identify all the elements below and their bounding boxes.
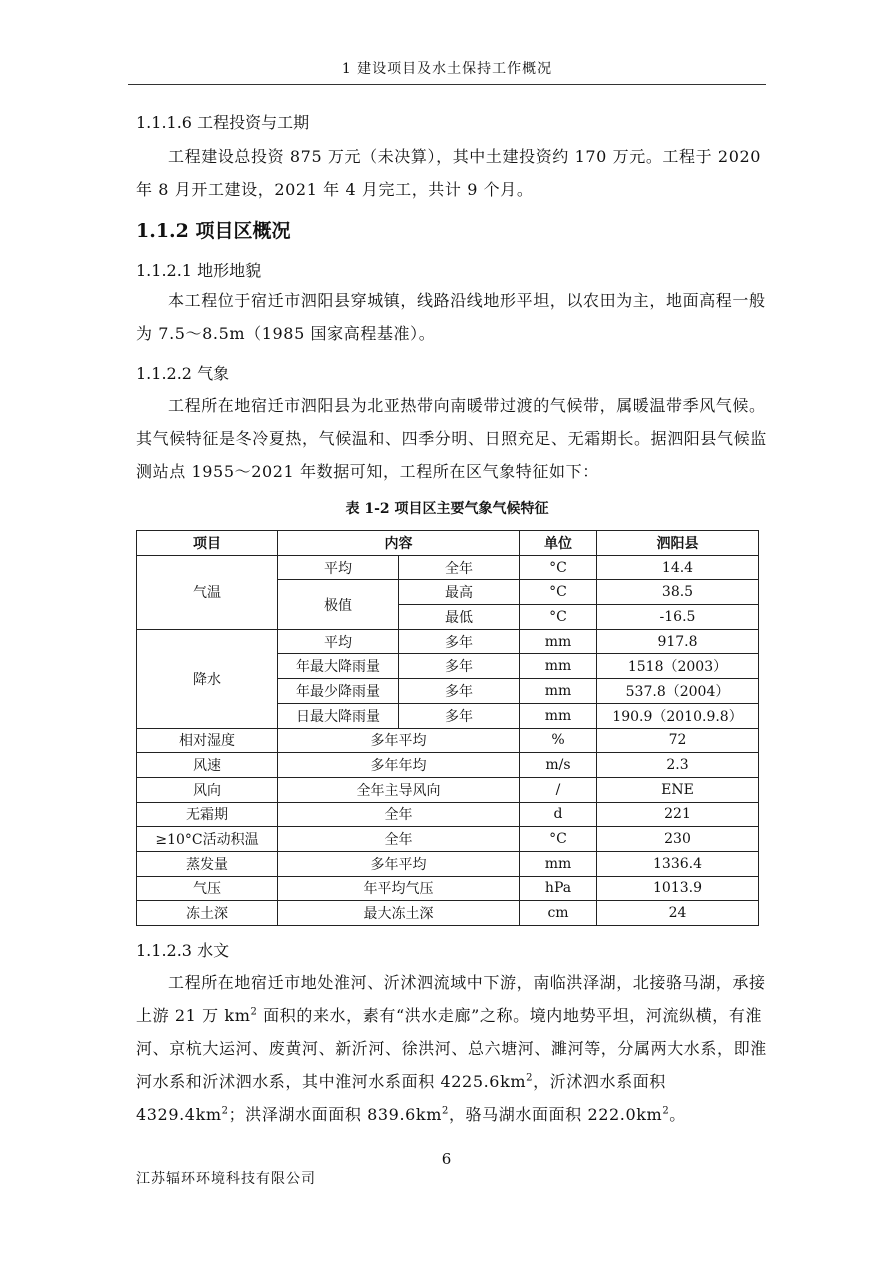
terrain-paragraph <box>136 284 768 350</box>
hydrology-text: 工程所在地宿迁市地处淮河、沂沭泗流域中下游，南临洪泽湖，北接骆马湖，承接上游 21 万 $km^2$ 面积的来水，素有“洪水走廊”之称。境内地势平坦，河流纵横，有淮河、京杭大运河、废黄河、新沂河、徐洪河、总六塘河、濉河等，分属两大水系，即淮河水系和沂沭泗水系，其中淮河水系面积 $4225.6km^2$，沂沭泗水系面积 $4329.4km^2$；洪泽湖水面面积 $839.6km^2$，骆马湖水面面积 $222.0km^2$。 <box>136 973 767 1124</box>
section-heading-1123: 1.1.2.3 水文 <box>136 941 230 960</box>
unit-cell: d <box>520 802 597 827</box>
cell: 最高 <box>399 580 520 605</box>
section-heading-1121: 1.1.2.1 地形地貌 <box>136 261 262 280</box>
unit-cell: °C <box>520 555 597 580</box>
cell: 多年 <box>399 654 520 679</box>
header-unit: 单位 <box>520 531 597 556</box>
cell: 多年 <box>399 679 520 704</box>
value-cell: 14.4 <box>597 555 759 580</box>
unit-cell: hPa <box>520 876 597 901</box>
cell: 年平均气压 <box>278 876 520 901</box>
header-value: 泗阳县 <box>597 531 759 556</box>
unit-cell: °C <box>520 827 597 852</box>
table-row <box>137 777 759 802</box>
value-cell: 38.5 <box>597 580 759 605</box>
header-content: 内容 <box>278 531 520 556</box>
cell: 多年平均 <box>278 851 520 876</box>
hydrology-paragraph <box>136 966 768 1131</box>
page-header: 1 建设项目及水土保持工作概况 <box>128 58 766 85</box>
unit-cell: °C <box>520 605 597 630</box>
table-caption: 表 1-2 项目区主要气象气候特征 <box>345 501 549 517</box>
row-label: 气压 <box>137 876 278 901</box>
unit-cell: °C <box>520 580 597 605</box>
climate-table <box>136 530 759 926</box>
row-label: 风速 <box>137 753 278 778</box>
value-cell: ENE <box>597 777 759 802</box>
cell: 平均 <box>278 555 399 580</box>
table-row <box>137 753 759 778</box>
cell: 全年主导风向 <box>278 777 520 802</box>
row-label: 蒸发量 <box>137 851 278 876</box>
investment-text: 工程建设总投资 875 万元（未决算），其中土建投资约 170 万元。工程于 2020 年 8 月开工建设，2021 年 4 月完工，共计 9 个月。 <box>136 147 762 199</box>
value-cell: 72 <box>597 728 759 753</box>
value-cell: 190.9（2010.9.8） <box>597 703 759 728</box>
value-cell: -16.5 <box>597 605 759 630</box>
row-label: ≥10°C活动积温 <box>137 827 278 852</box>
table-row <box>137 827 759 852</box>
footer-company: 江苏辐环环境科技有限公司 <box>136 1171 316 1187</box>
row-label: 无霜期 <box>137 802 278 827</box>
climate-text: 工程所在地宿迁市泗阳县为北亚热带向南暖带过渡的气候带，属暖温带季风气候。其气候特征是冬冷夏热，气候温和、四季分明、日照充足、无霜期长。据泗阳县气候监测站点 1955～2021 年数据可知，工程所在区气象特征如下： <box>136 396 767 481</box>
table-header-row <box>137 531 759 556</box>
cell: 多年年均 <box>278 753 520 778</box>
row-label: 风向 <box>137 777 278 802</box>
cell: 全年 <box>278 802 520 827</box>
cell: 多年 <box>399 629 520 654</box>
terrain-text: 本工程位于宿迁市泗阳县穿城镇，线路沿线地形平坦，以农田为主，地面高程一般为 7.5～8.5m（1985 国家高程基准）。 <box>136 291 766 343</box>
cell: 全年 <box>278 827 520 852</box>
page-number: 6 <box>441 1150 452 1168</box>
row-label: 气温 <box>137 555 278 629</box>
value-cell: 2.3 <box>597 753 759 778</box>
value-cell: 917.8 <box>597 629 759 654</box>
section-heading-1116: 1.1.1.6 工程投资与工期 <box>136 113 310 132</box>
cell: 最低 <box>399 605 520 630</box>
row-label: 冻土深 <box>137 901 278 926</box>
value-cell: 537.8（2004） <box>597 679 759 704</box>
table-row <box>137 802 759 827</box>
unit-cell: mm <box>520 654 597 679</box>
cell: 全年 <box>399 555 520 580</box>
table-row <box>137 555 759 580</box>
value-cell: 221 <box>597 802 759 827</box>
table-row <box>137 728 759 753</box>
cell: 多年 <box>399 703 520 728</box>
row-label: 降水 <box>137 629 278 728</box>
cell: 平均 <box>278 629 399 654</box>
value-cell: 230 <box>597 827 759 852</box>
cell: 最大冻土深 <box>278 901 520 926</box>
climate-paragraph <box>136 389 768 488</box>
cell: 极值 <box>278 580 399 629</box>
value-cell: 1518（2003） <box>597 654 759 679</box>
investment-paragraph <box>136 140 768 206</box>
section-heading-1122: 1.1.2.2 气象 <box>136 364 230 383</box>
unit-cell: / <box>520 777 597 802</box>
cell: 年最少降雨量 <box>278 679 399 704</box>
unit-cell: mm <box>520 703 597 728</box>
value-cell: 1013.9 <box>597 876 759 901</box>
unit-cell: mm <box>520 851 597 876</box>
unit-cell: mm <box>520 629 597 654</box>
table-row <box>137 876 759 901</box>
table-row <box>137 851 759 876</box>
value-cell: 1336.4 <box>597 851 759 876</box>
table-row <box>137 629 759 654</box>
header-item: 项目 <box>137 531 278 556</box>
value-cell: 24 <box>597 901 759 926</box>
row-label: 相对湿度 <box>137 728 278 753</box>
cell: 多年平均 <box>278 728 520 753</box>
cell: 年最大降雨量 <box>278 654 399 679</box>
table-row <box>137 901 759 926</box>
unit-cell: m/s <box>520 753 597 778</box>
unit-cell: % <box>520 728 597 753</box>
unit-cell: mm <box>520 679 597 704</box>
cell: 日最大降雨量 <box>278 703 399 728</box>
section-heading-112: 1.1.2 项目区概况 <box>136 220 291 242</box>
unit-cell: cm <box>520 901 597 926</box>
